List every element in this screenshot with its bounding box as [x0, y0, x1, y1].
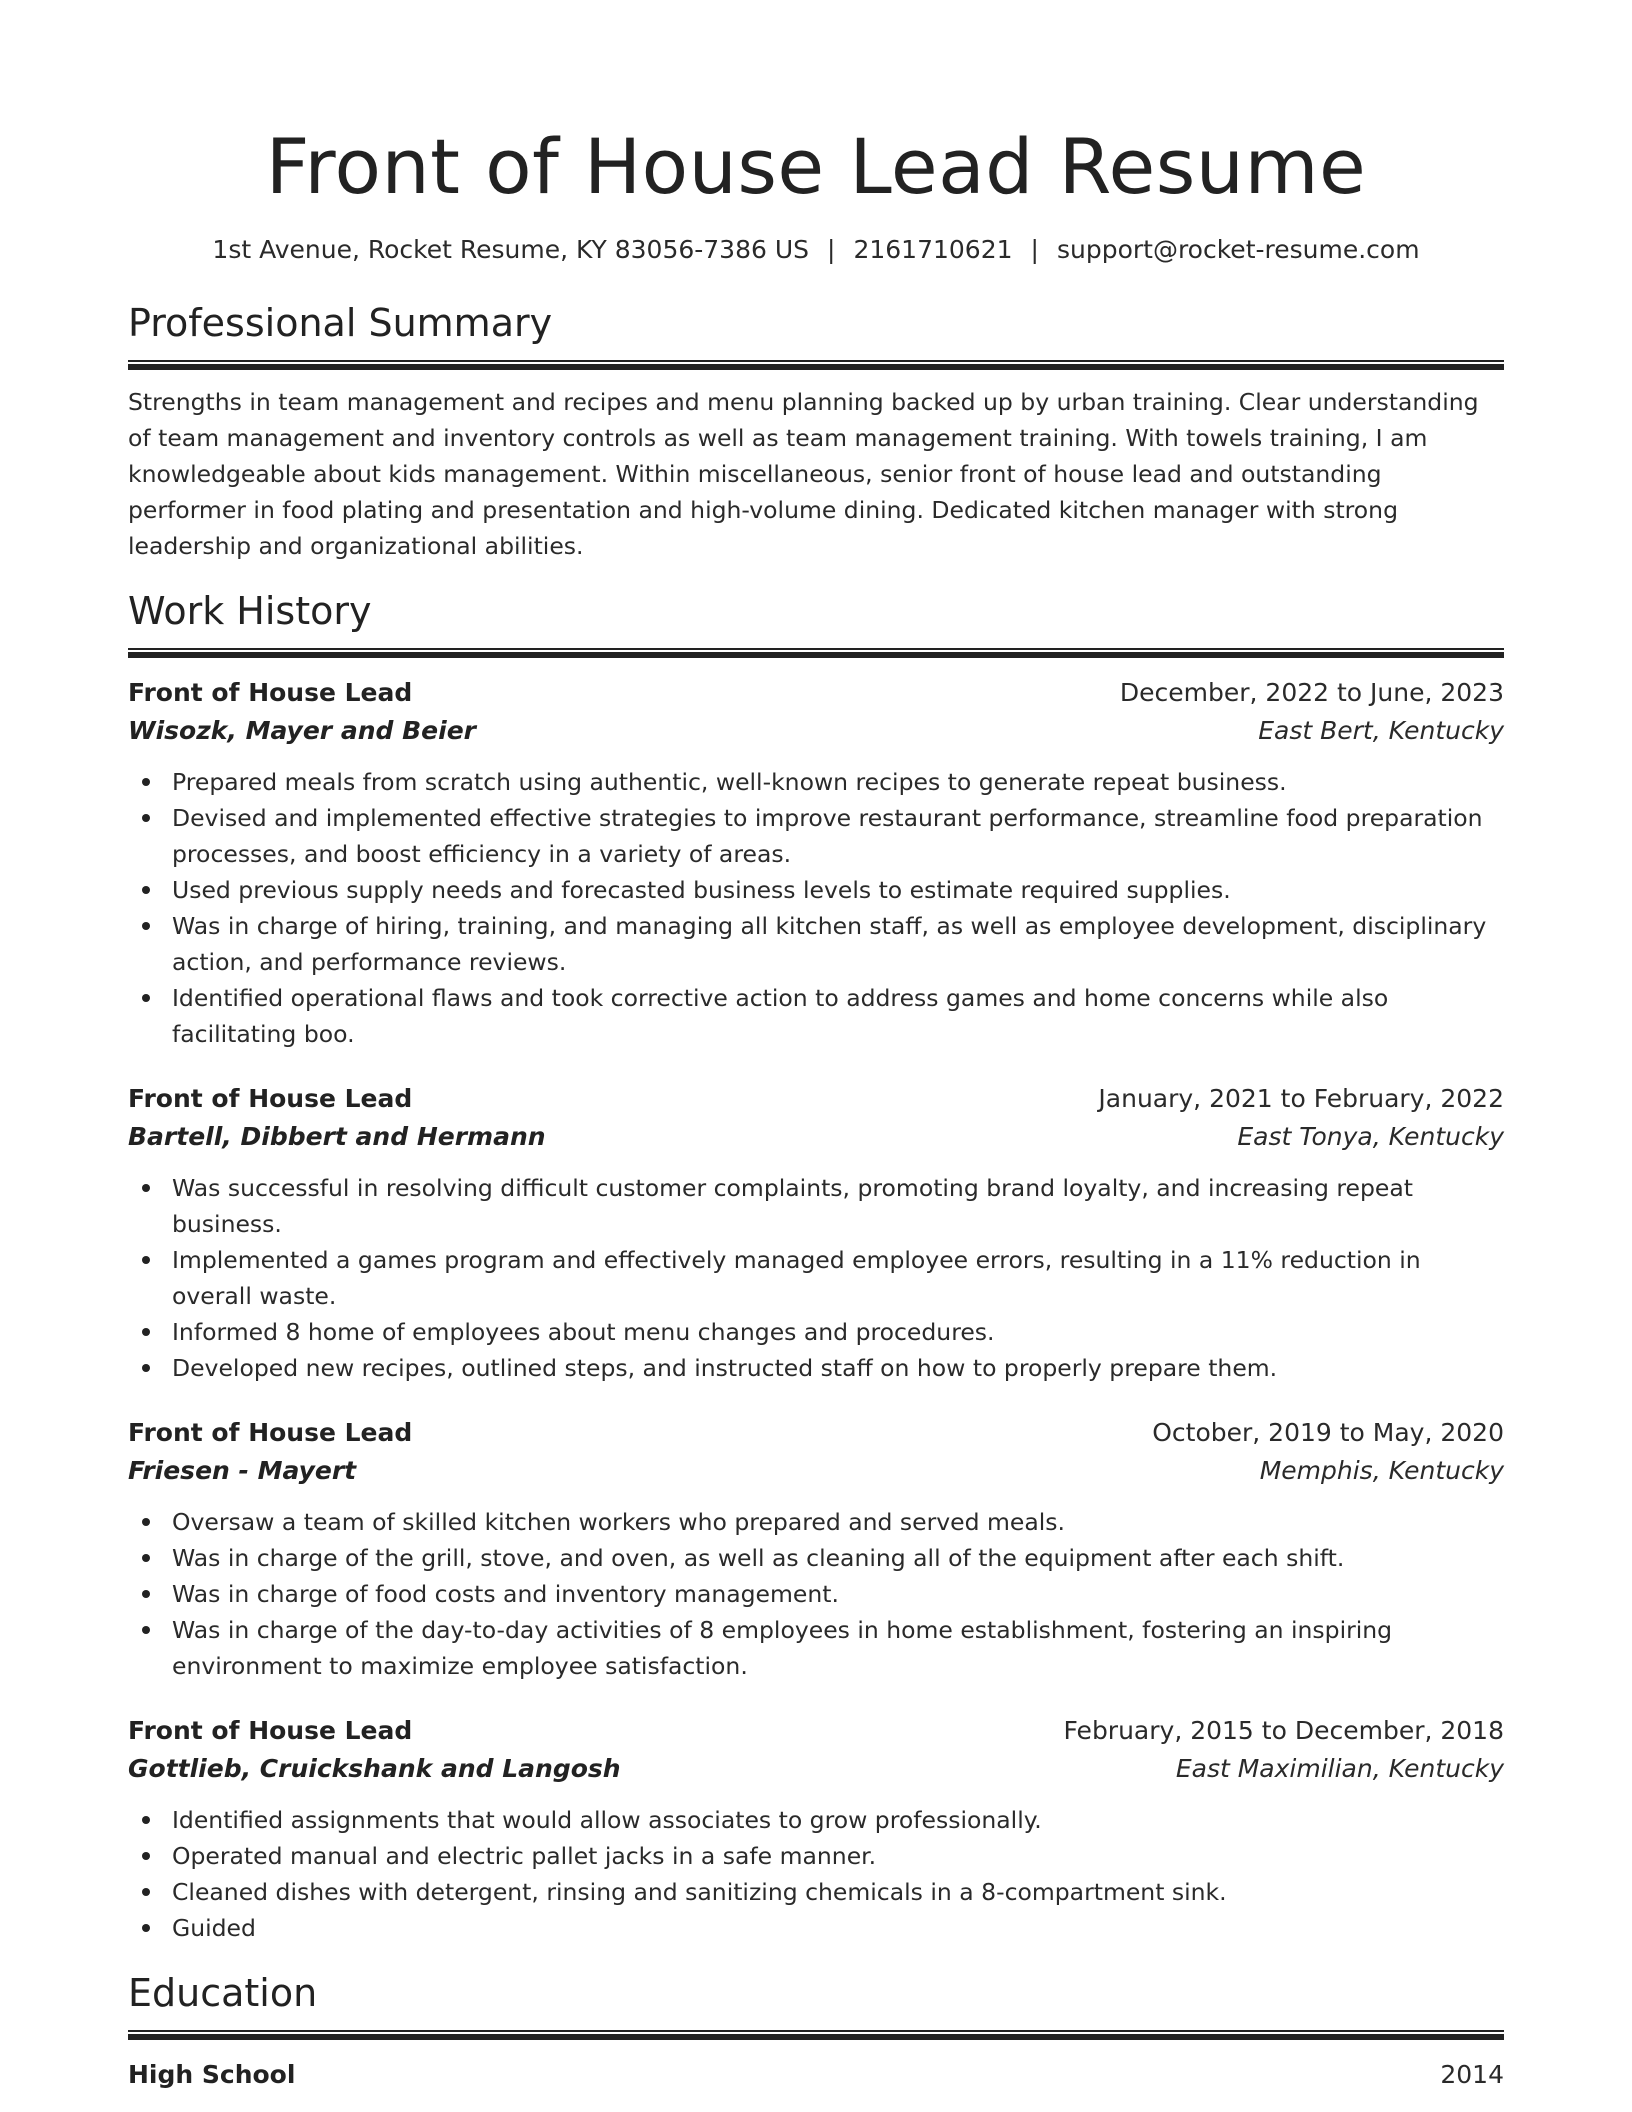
resume-page — [128, 0, 1504, 2094]
contact-phone: 2161710621 — [853, 235, 1013, 264]
job-header-row — [128, 1080, 1504, 1118]
job-bullet: Used previous supply needs and forecasted business levels to estimate required supplies. — [172, 872, 1504, 908]
work-history-heading: Work History — [128, 589, 372, 633]
job-title: Front of House Lead — [128, 1716, 413, 1745]
summary-text: Strengths in team management and recipes and menu planning backed up by urban training. Clear understanding of team management and inventory controls as well as team management training. With towels training, I am knowledgeable about kids management. Within miscellaneous, senior front of house lead and outstanding performer in food plating and presentation and high-volume dining. Dedicated kitchen manager with strong leadership and organizational abilities. — [128, 388, 1479, 560]
job-title: Front of House Lead — [128, 1084, 413, 1113]
job-bullet: Oversaw a team of skilled kitchen workers who prepared and served meals. — [172, 1504, 1504, 1540]
job-company-row — [128, 1750, 1504, 1788]
job-bullet: Guided — [172, 1910, 1504, 1946]
education-heading: Education — [128, 1971, 318, 2015]
education-year: 2014 — [1440, 2060, 1504, 2089]
contact-line — [128, 232, 1504, 268]
job-bullet: Devised and implemented effective strategies to improve restaurant performance, streamline food preparation processes, and boost efficiency in a variety of areas. — [172, 800, 1504, 872]
section-divider — [128, 648, 1504, 658]
job-location: Memphis, Kentucky — [1259, 1456, 1504, 1485]
job-company-row — [128, 1452, 1504, 1490]
resume-title: Front of House Lead Resume — [265, 122, 1367, 211]
section-divider — [128, 360, 1504, 370]
job-entry — [128, 1080, 1504, 1386]
job-bullet-list — [128, 1504, 1504, 1684]
job-company-row — [128, 1118, 1504, 1156]
job-company: Gottlieb, Cruickshank and Langosh — [128, 1754, 621, 1783]
job-location: East Bert, Kentucky — [1258, 716, 1504, 745]
job-bullet-list — [128, 764, 1504, 1052]
job-header-row — [128, 1712, 1504, 1750]
job-bullet: Identified operational flaws and took corrective action to address games and home concerns while also facilitating boo. — [172, 980, 1504, 1052]
section-divider — [128, 2030, 1504, 2040]
job-bullet: Was in charge of the grill, stove, and oven, as well as cleaning all of the equipment after each shift. — [172, 1540, 1504, 1576]
job-bullet: Cleaned dishes with detergent, rinsing and sanitizing chemicals in a 8-compartment sink. — [172, 1874, 1504, 1910]
job-header-row — [128, 674, 1504, 712]
job-dates: October, 2019 to May, 2020 — [1152, 1418, 1504, 1447]
job-bullet: Was successful in resolving difficult customer complaints, promoting brand loyalty, and increasing repeat business. — [172, 1170, 1504, 1242]
job-title: Front of House Lead — [128, 678, 413, 707]
job-bullet: Was in charge of food costs and inventory management. — [172, 1576, 1504, 1612]
job-bullet: Prepared meals from scratch using authentic, well-known recipes to generate repeat business. — [172, 764, 1504, 800]
job-dates: December, 2022 to June, 2023 — [1119, 678, 1504, 707]
contact-email: support@rocket-resume.com — [1056, 235, 1420, 264]
summary-section — [128, 298, 1504, 564]
job-bullet: Was in charge of hiring, training, and managing all kitchen staff, as well as employee development, disciplinary action, and performance reviews. — [172, 908, 1504, 980]
job-entry — [128, 674, 1504, 1052]
education-section — [128, 1968, 1504, 2094]
job-bullet: Informed 8 home of employees about menu changes and procedures. — [172, 1314, 1504, 1350]
job-bullet: Identified assignments that would allow associates to grow professionally. — [172, 1802, 1504, 1838]
job-bullet-list — [128, 1170, 1504, 1386]
job-bullet: Operated manual and electric pallet jacks in a safe manner. — [172, 1838, 1504, 1874]
summary-heading: Professional Summary — [128, 301, 553, 345]
job-location: East Maximilian, Kentucky — [1175, 1754, 1504, 1783]
contact-address: 1st Avenue, Rocket Resume, KY 83056-7386 US — [212, 235, 810, 264]
job-company: Bartell, Dibbert and Hermann — [128, 1122, 546, 1151]
job-entry — [128, 1414, 1504, 1684]
contact-separator: | — [1030, 235, 1039, 264]
job-bullet: Implemented a games program and effectively managed employee errors, resulting in a 11% reduction in overall waste. — [172, 1242, 1504, 1314]
education-school: High School — [128, 2060, 296, 2089]
job-company: Friesen - Mayert — [128, 1456, 357, 1485]
work-history-section — [128, 586, 1504, 1946]
job-entry — [128, 1712, 1504, 1946]
job-dates: February, 2015 to December, 2018 — [1063, 1716, 1504, 1745]
job-company: Wisozk, Mayer and Beier — [128, 716, 476, 745]
job-bullet: Developed new recipes, outlined steps, and instructed staff on how to properly prepare them. — [172, 1350, 1504, 1386]
job-dates: January, 2021 to February, 2022 — [1098, 1084, 1504, 1113]
job-location: East Tonya, Kentucky — [1237, 1122, 1504, 1151]
job-title: Front of House Lead — [128, 1418, 413, 1447]
contact-separator: | — [827, 235, 836, 264]
job-bullet: Was in charge of the day-to-day activities of 8 employees in home establishment, fostering an inspiring environment to maximize employee satisfaction. — [172, 1612, 1504, 1684]
job-bullet-list — [128, 1802, 1504, 1946]
job-header-row — [128, 1414, 1504, 1452]
education-row — [128, 2056, 1504, 2094]
job-company-row — [128, 712, 1504, 750]
